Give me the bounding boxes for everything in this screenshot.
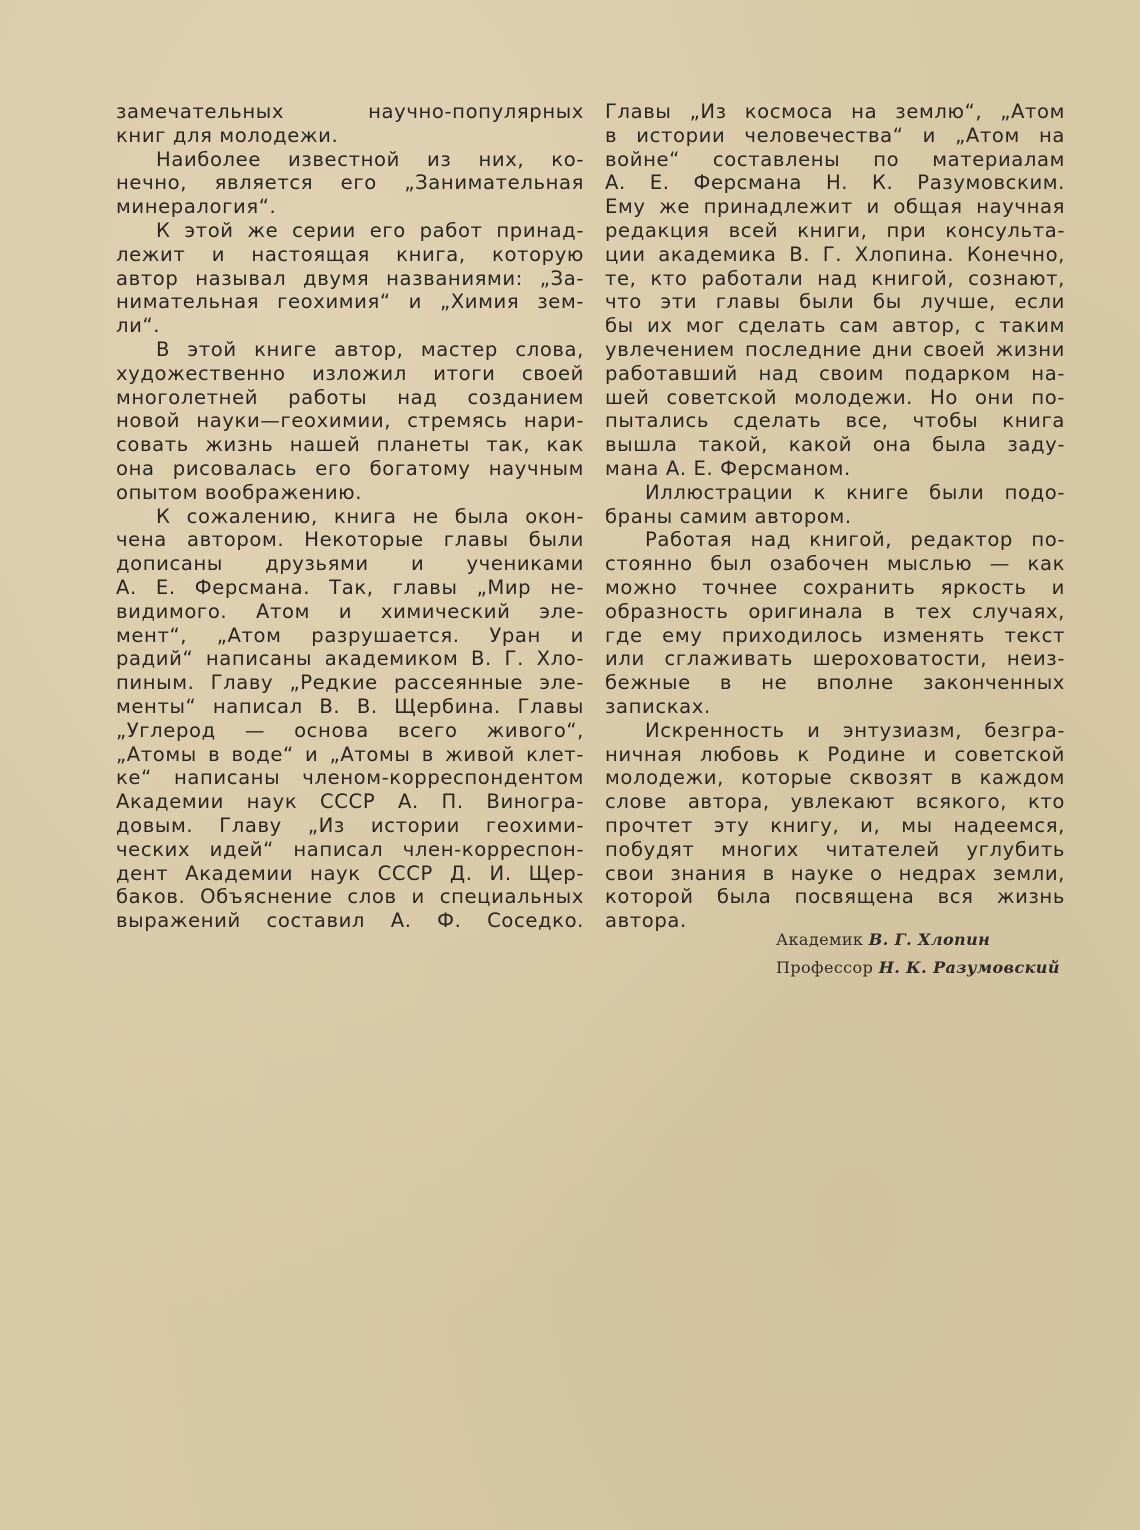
text-line: слове автора, увлекают всякого, кто: [605, 790, 1065, 814]
text-line: Иллюстрации к книге были подо-: [645, 480, 1065, 504]
signature-title: Академик: [776, 930, 864, 949]
right-text-column: [605, 100, 1065, 933]
text-line: мент“, „Атом разрушается. Уран и: [116, 623, 584, 647]
text-line: новой науки—геохимии, стремясь нари-: [116, 409, 584, 433]
text-line: баков. Объяснение слов и специальных: [116, 885, 584, 909]
signature-name: В. Г. Хлопин: [868, 930, 991, 949]
text-line: записках.: [605, 694, 711, 718]
text-line: опытом воображению.: [116, 480, 363, 504]
text-line: вышла такой, какой она была заду-: [605, 433, 1065, 457]
text-line: ческих идей“ написал член-корреспон-: [116, 837, 584, 861]
text-line: молодежи, которые сквозят в каждом: [605, 766, 1065, 790]
text-line: Ему же принадлежит и общая научная: [605, 195, 1065, 219]
text-line: ли“.: [116, 314, 161, 338]
text-line: менты“ написал В. В. Щербина. Главы: [116, 694, 584, 718]
text-line: Наиболее известной из них, ко-: [156, 147, 584, 171]
text-line: работавший над своим подарком на-: [605, 361, 1065, 385]
signature-name: Н. К. Разумовский: [878, 958, 1060, 977]
text-line: чена автором. Некоторые главы были: [116, 528, 584, 552]
text-line: замечательных научно-популярных: [116, 100, 584, 123]
text-line: В этой книге автор, мастер слова,: [156, 337, 584, 361]
text-line: автора.: [605, 909, 687, 933]
text-line: нимательная геохимия“ и „Химия зем-: [116, 290, 584, 314]
text-line: в истории человечества“ и „Атом на: [605, 123, 1065, 147]
text-line: или сглаживать шероховатости, неиз-: [605, 647, 1065, 671]
signature-title: Профессор: [776, 958, 874, 977]
text-line: можно точнее сохранить яркость и: [605, 575, 1065, 599]
text-line: автор называл двумя названиями: „За-: [116, 266, 584, 290]
text-line: видимого. Атом и химический эле-: [116, 599, 584, 623]
text-line: художественно изложил итоги своей: [116, 361, 584, 385]
text-line: Главы „Из космоса на землю“, „Атом: [605, 100, 1065, 123]
text-line: ке“ написаны членом-корреспондентом: [116, 766, 584, 790]
text-line: редакция всей книги, при консульта-: [605, 218, 1065, 242]
left-text-column: [116, 100, 584, 933]
text-line: „Атомы в воде“ и „Атомы в живой клет-: [116, 742, 584, 766]
text-line: совать жизнь нашей планеты так, как: [116, 433, 584, 457]
text-line: довым. Главу „Из истории геохими-: [116, 813, 584, 837]
text-line: образность оригинала в тех случаях,: [605, 599, 1065, 623]
text-line: лежит и настоящая книга, которую: [116, 242, 584, 266]
text-line: Искренность и энтузиазм, безгра-: [645, 718, 1065, 742]
text-line: „Углерод — основа всего живого“,: [116, 718, 584, 742]
text-line: А. Е. Ферсмана. Так, главы „Мир не-: [116, 575, 584, 599]
text-line: мана А. Е. Ферсманом.: [605, 456, 851, 480]
text-line: прочтет эту книгу, и, мы надеемся,: [605, 813, 1065, 837]
text-line: К этой же серии его работ принад-: [156, 218, 584, 242]
text-line: радий“ написаны академиком В. Г. Хло-: [116, 647, 584, 671]
text-line: нечно, является его „Занимательная: [116, 171, 584, 195]
text-line: бы их мог сделать сам автор, с таким: [605, 314, 1065, 338]
text-line: свои знания в науке о недрах земли,: [605, 861, 1065, 885]
signature-razumovsky: [776, 958, 1060, 977]
text-line: Академии наук СССР А. П. Виногра-: [116, 790, 584, 814]
text-line: что эти главы были бы лучше, если: [605, 290, 1065, 314]
text-line: ничная любовь к Родине и советской: [605, 742, 1065, 766]
text-line: она рисовалась его богатому научным: [116, 456, 584, 480]
text-line: многолетней работы над созданием: [116, 385, 584, 409]
text-line: войне“ составлены по материалам: [605, 147, 1065, 171]
text-line: дент Академии наук СССР Д. И. Щер-: [116, 861, 584, 885]
text-line: Работая над книгой, редактор по-: [645, 528, 1065, 552]
text-line: А. Е. Ферсмана Н. К. Разумовским.: [605, 171, 1065, 195]
text-line: стоянно был озабочен мыслью — как: [605, 552, 1065, 576]
text-line: побудят многих читателей углубить: [605, 837, 1065, 861]
text-line: ции академика В. Г. Хлопина. Конечно,: [605, 242, 1065, 266]
text-line: минералогия“.: [116, 195, 277, 219]
signature-khlopin: [776, 930, 990, 949]
text-line: которой была посвящена вся жизнь: [605, 885, 1065, 909]
text-line: увлечением последние дни своей жизни: [605, 337, 1065, 361]
text-line: где ему приходилось изменять текст: [605, 623, 1065, 647]
text-line: бежные в не вполне законченных: [605, 671, 1065, 695]
text-line: пытались сделать все, чтобы книга: [605, 409, 1065, 433]
text-line: выражений составил А. Ф. Соседко.: [116, 909, 584, 933]
text-line: браны самим автором.: [605, 504, 852, 528]
text-line: те, кто работали над книгой, сознают,: [605, 266, 1065, 290]
text-line: К сожалению, книга не была окон-: [156, 504, 584, 528]
text-line: шей советской молодежи. Но они по-: [605, 385, 1065, 409]
text-line: книг для молодежи.: [116, 123, 339, 147]
text-line: пиным. Главу „Редкие рассеянные эле-: [116, 671, 584, 695]
text-line: дописаны друзьями и учениками: [116, 552, 584, 576]
